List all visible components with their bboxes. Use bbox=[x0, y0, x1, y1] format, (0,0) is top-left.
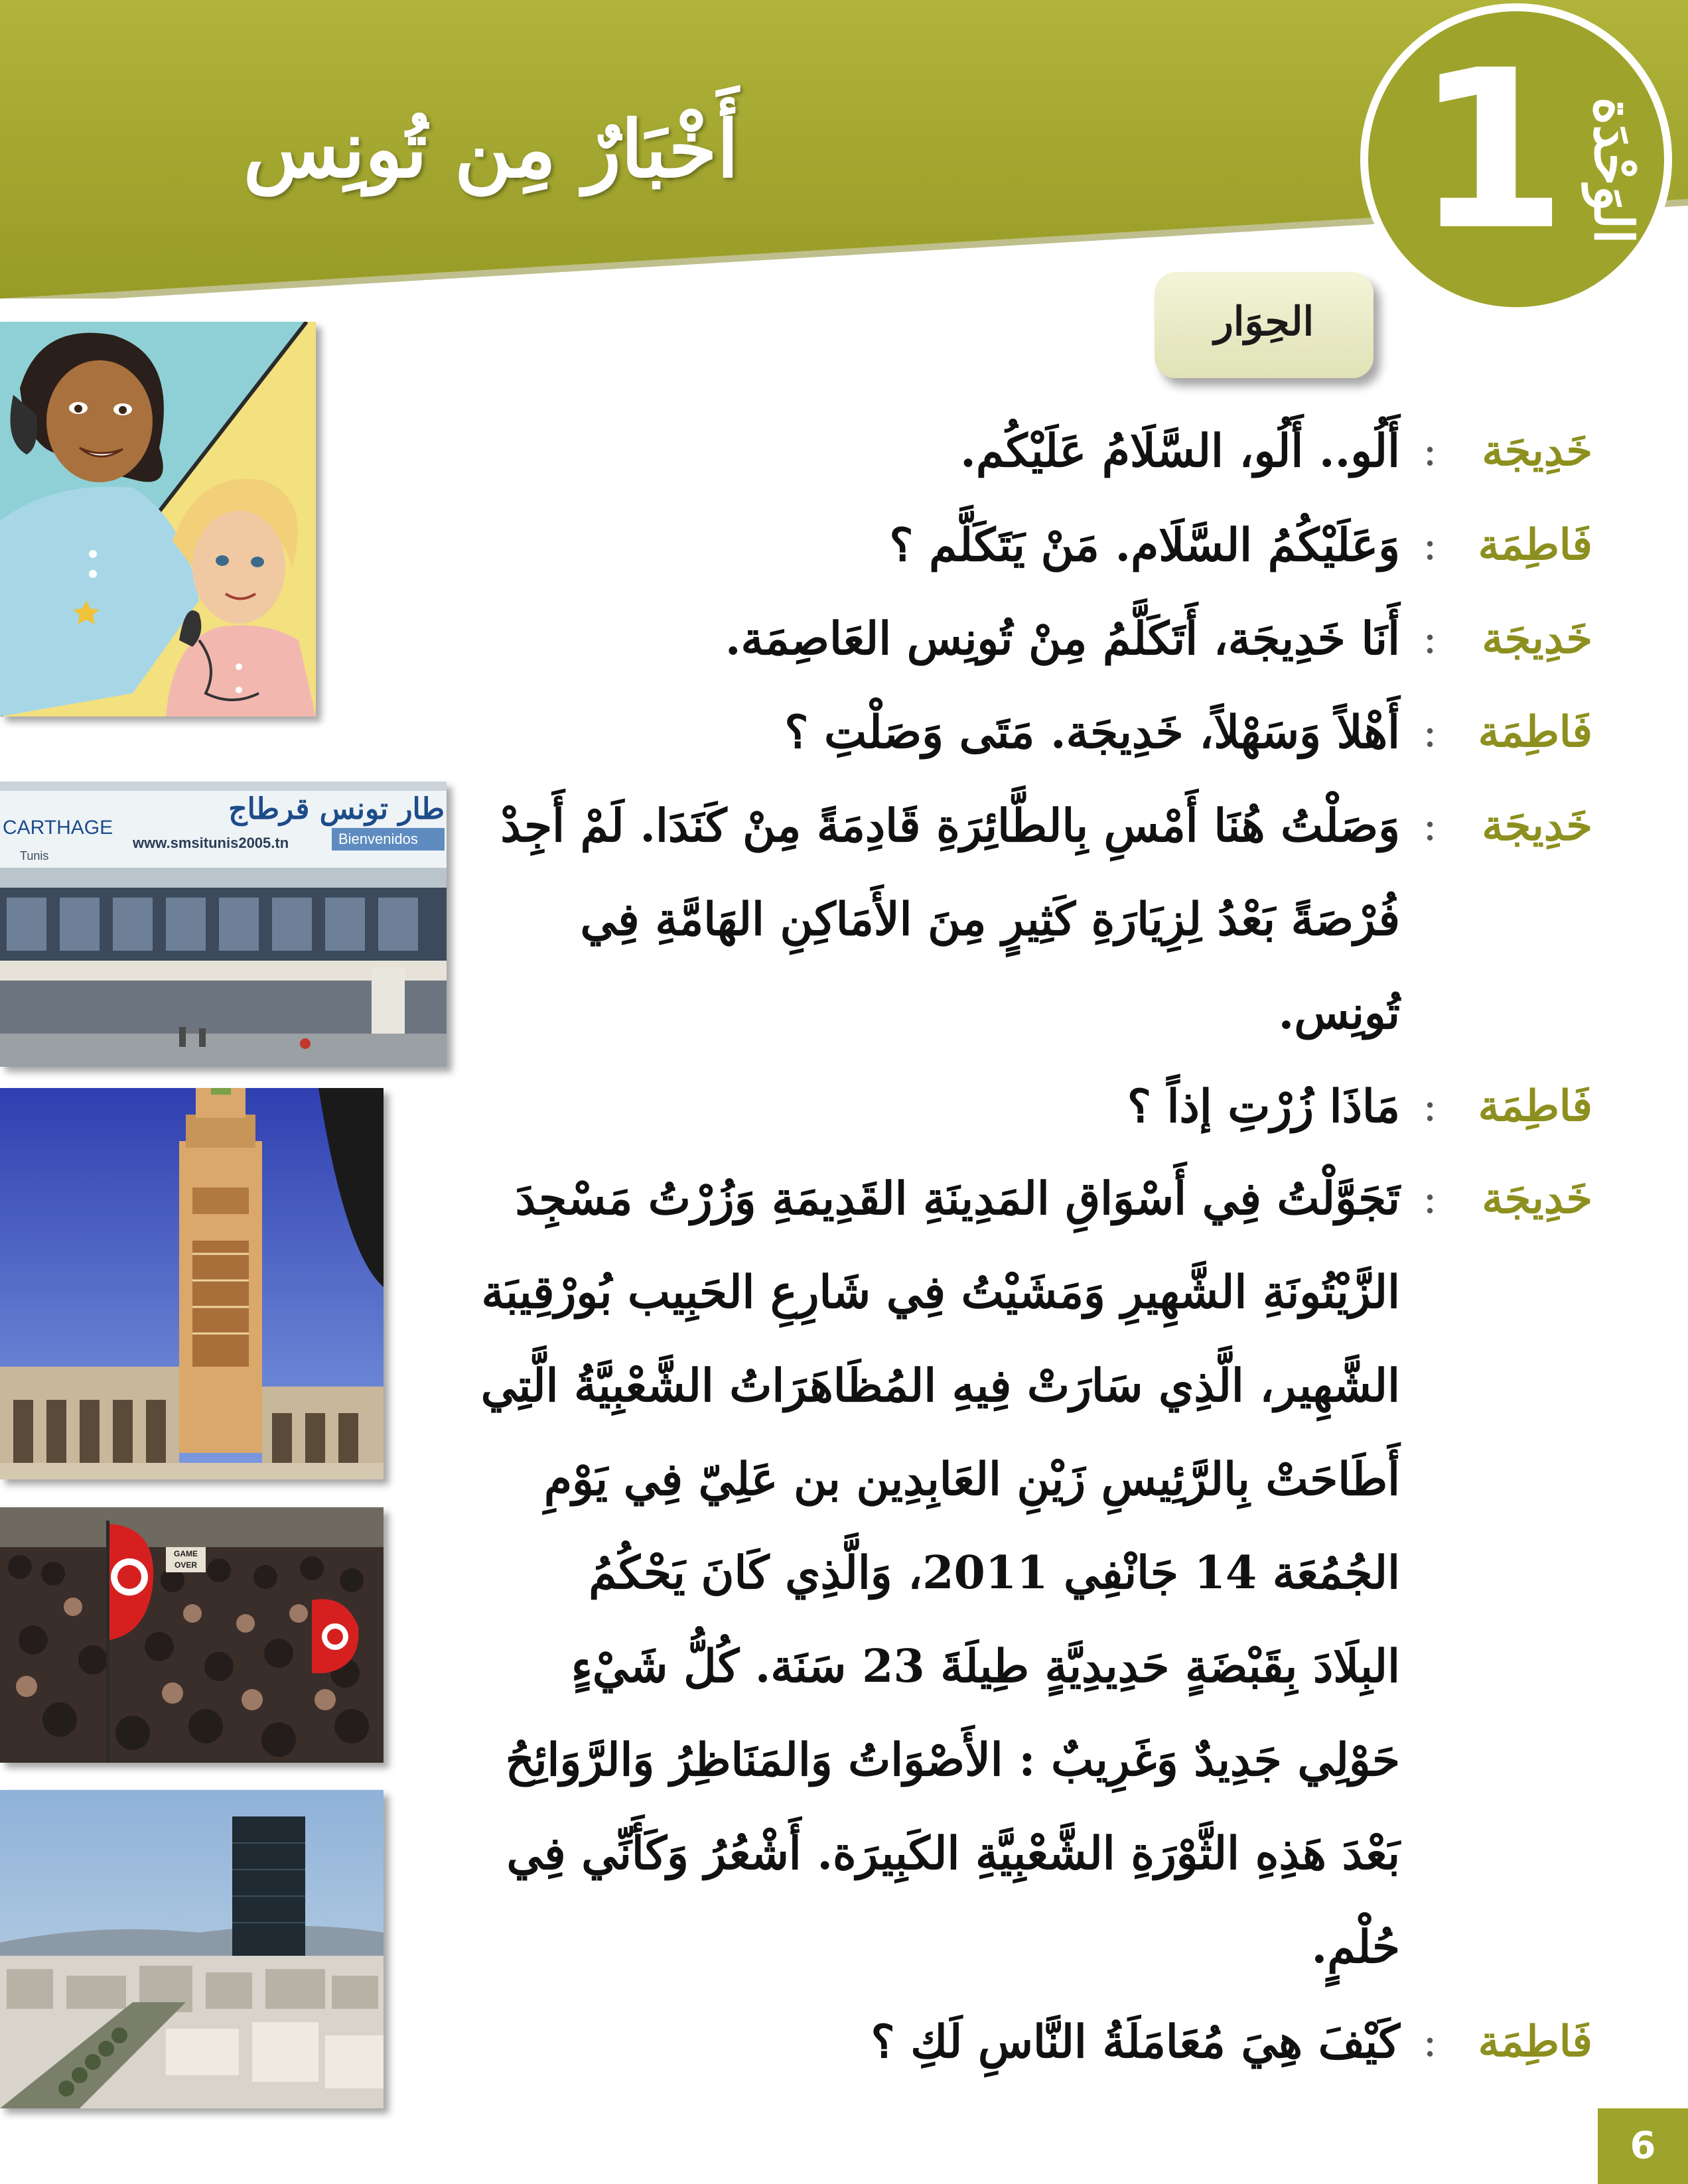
airport-sign-carthage: CARTHAGE bbox=[3, 817, 113, 839]
speaker-label: خَدِيجَة bbox=[1482, 801, 1592, 851]
speaker-colon: : bbox=[1423, 427, 1437, 476]
dialogue-line: أَلُو.. أَلُو، السَّلَامُ عَلَيْكُم. bbox=[960, 425, 1400, 478]
speaker-label: خَدِيجَة bbox=[1482, 614, 1592, 663]
speaker-label: خَدِيجَة bbox=[1482, 426, 1592, 476]
dialogue-line: البِلَادَ بِقَبْضَةٍ حَدِيدِيَّةٍ طِيلَةَ 23 سَنَة. كُلُّ شَيْءٍ bbox=[571, 1640, 1400, 1693]
page-number: 6 bbox=[1598, 2108, 1688, 2184]
unit-word: الوَحْدَة bbox=[1582, 97, 1645, 244]
dialogue-line: كَيْفَ هِيَ مُعَامَلَةُ النَّاسِ لَكِ ؟ bbox=[871, 2015, 1400, 2069]
speaker-label: خَدِيجَة bbox=[1482, 1174, 1592, 1223]
speaker-colon: : bbox=[1423, 1174, 1437, 1223]
unit-number: 1 bbox=[1415, 23, 1567, 278]
dialogue-line: أَطَاحَتْ بِالرَّئِيسِ زَيْنِ العَابِدِين بن عَلِيّ فِي يَوْمِ bbox=[543, 1453, 1400, 1506]
dialogue-line: أَهْلاً وَسَهْلاً، خَدِيجَة. مَتَى وَصَلْتِ ؟ bbox=[784, 706, 1400, 759]
speaker-colon: : bbox=[1423, 708, 1437, 757]
airport-sign-bienvenidos: Bienvenidos bbox=[338, 831, 418, 847]
speaker-label: فَاطِمَة bbox=[1478, 520, 1592, 570]
dialogue-line: مَاذَا زُرْتِ إذاً ؟ bbox=[1127, 1080, 1400, 1133]
dialogue-line: بَعْدَ هَذِهِ الثَّوْرَةِ الشَّعْبِيَّةِ الكَبِيرَة. أَشْعُرُ وَكَأَنِّي فِي bbox=[506, 1827, 1400, 1880]
dialogue-line: الزَّيْتُونَةِ الشَّهِيرِ وَمَشَيْتُ فِي شَارِعِ الحَبِيب بُورْقِيبَة bbox=[481, 1266, 1400, 1319]
speaker-colon: : bbox=[1423, 521, 1437, 570]
dialogue-line: فُرْصَةً بَعْدُ لِزِيَارَةِ كَثِيرٍ مِنَ الأَمَاكِنِ الهَامَّةِ فِي bbox=[580, 893, 1400, 946]
dialogue-line: وَعَلَيْكُمُ السَّلَام. مَنْ يَتَكَلَّم ؟ bbox=[889, 519, 1400, 572]
unit-title: أَخْبَارٌ مِن تُونِس bbox=[243, 103, 739, 195]
speaker-colon: : bbox=[1423, 1082, 1437, 1131]
speaker-colon: : bbox=[1423, 2017, 1437, 2067]
speaker-label: فَاطِمَة bbox=[1478, 1081, 1592, 1131]
dialogue-line: تُونِس. bbox=[1278, 987, 1400, 1040]
page-footer bbox=[0, 2148, 1598, 2184]
dialogue-line: حَوْلِي جَدِيدٌ وَغَرِيبٌ : الأَصْوَاتُ وَالمَنَاظِرُ وَالرَّوَائِحُ bbox=[505, 1734, 1400, 1787]
speaker-label: فَاطِمَة bbox=[1478, 707, 1592, 757]
dialogue-line: الشَّهِير، الَّذِي سَارَتْ فِيهِ المُظَاهَرَاتُ الشَّعْبِيَّةُ الَّتِي bbox=[480, 1359, 1400, 1412]
dialogue-line: الجُمُعَة 14 جَانْفِي 2011، وَالَّذِي كَانَ يَحْكُمُ bbox=[589, 1546, 1400, 1600]
speaker-label: فَاطِمَة bbox=[1478, 2017, 1592, 2067]
airport-sign-tunis: Tunis bbox=[20, 849, 49, 862]
airport-sign-arabic: طار تونس قرطاج bbox=[228, 792, 445, 826]
airport-sign-url: www.smsitunis2005.tn bbox=[133, 835, 289, 851]
speaker-colon: : bbox=[1423, 614, 1437, 663]
section-tag-dialogue: الحِوَار bbox=[1155, 272, 1373, 378]
dialogue-line: أَنَا خَدِيجَة، أَتَكَلَّمُ مِنْ تُونِس العَاصِمَة. bbox=[725, 612, 1400, 665]
dialogue-line: حُلْمٍ. bbox=[1311, 1921, 1400, 1974]
dialogue-line: وَصَلْتُ هُنَا أَمْسِ بِالطَّائِرَةِ قَادِمَةً مِنْ كَنَدَا. لَمْ أَجِدْ bbox=[500, 799, 1400, 853]
dialogue-line: تَجَوَّلْتُ فِي أَسْوَاقِ المَدِينَةِ القَدِيمَةِ وَزُرْتُ مَسْجِدَ bbox=[515, 1172, 1400, 1225]
speaker-colon: : bbox=[1423, 801, 1437, 851]
protest-sign-text: GAME OVER bbox=[174, 1549, 198, 1570]
